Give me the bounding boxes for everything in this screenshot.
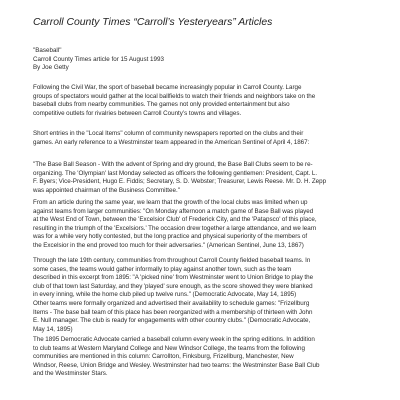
paragraph-line: F. Byers; Vice-President, Hugo E. Fiddis; Secretary, S. D. Webster; Treasurer, Lewis Reese. Mr. D. H. Zepp xyxy=(33,178,327,186)
paragraph-line: in every inning, while the home club piled up twelve runs." (Democratic Advocate, May 14, 1895) xyxy=(33,291,297,299)
paragraph-line: organizing. The 'Olympian' last Monday selected as officers the following gentlemen: President, Capt. L. xyxy=(33,169,318,177)
paragraph-line: The 1895 Democratic Advocate carried a baseball column every week in the spring editions. In addition xyxy=(33,336,315,343)
paragraph-line: From an article during the same year, we learn that the growth of the local clubs was limited when up xyxy=(33,199,308,206)
paragraph-line: to club teams at Western Maryland College and New Windsor College, the teams from the following xyxy=(33,344,306,352)
body-paragraph xyxy=(33,336,319,379)
article-header xyxy=(33,47,164,73)
article-title: "Baseball" xyxy=(33,47,62,54)
paragraph-line: described in this excerpt from 1895: "A 'picked nine' from Westminster went to Union Bridge to play the xyxy=(33,274,314,282)
paragraph-line: May 14, 1895) xyxy=(33,325,73,333)
paragraph-line: was appointed chairman of the Business Committee." xyxy=(33,186,180,194)
paragraph-line: the Excelsior in the end proved too much for their adversaries." (American Sentinel, June 13, 1867) xyxy=(33,241,304,249)
paragraph-line: club of that town last Saturday, and they 'played' sure enough, as the score showed they were blanked xyxy=(33,282,313,290)
paragraph-line: competitive outlets for rivalries between Carroll County’s towns and villages. xyxy=(33,109,242,117)
paragraph-line: Following the Civil War, the sport of baseball became increasingly popular in Carroll County. Large xyxy=(33,84,302,91)
paragraph-line: and the Westminster Stars. xyxy=(33,370,108,378)
body-paragraph xyxy=(33,161,326,195)
paragraph-line: "The Base Ball Season - With the advent of Spring and dry ground, the Base Ball Clubs seem to be re- xyxy=(33,161,313,168)
byline: By Joe Getty xyxy=(33,64,69,72)
paragraph-line: baseball clubs from nearby communities. The games not only provided entertainment but also xyxy=(33,101,290,109)
body-paragraph xyxy=(33,199,317,251)
paragraph-line: Short entries in the "Local Items" column of community newspapers reported on the clubs and their xyxy=(33,130,304,137)
source-line: Carroll County Times article for 15 August 1993 xyxy=(33,55,164,63)
body-paragraph xyxy=(33,130,309,147)
document-title: Carroll County Times “Carroll’s Yesteryears” Articles xyxy=(33,17,273,28)
paragraph-line: against teams from larger communities: "On Monday afternoon a match game of Base Ball was played xyxy=(33,207,314,215)
paragraph-line: Other teams were formally organized and advertised their availability to schedule games: "Frizellburg xyxy=(33,299,310,307)
paragraph-line: Windsor, Reese, Union Bridge and Wesley. Westminster had two teams: the Westminster Base Ball Club xyxy=(33,361,320,369)
paragraph-line: some cases, the teams would gather informally to play against another town, such as the team xyxy=(33,265,292,273)
paragraph-line: at the West End of Town, between the 'Excelsior Club' of Frederick City, and the 'Patapsco' of this place, xyxy=(33,216,317,224)
paragraph-line: Items - The base ball team of this place has been reorganized with a membership of thirteen with John xyxy=(33,308,313,316)
paragraph-line: communities are mentioned in this column: Carrollton, Finksburg, Frizellburg, Manchester, New xyxy=(33,353,294,361)
paragraph-line: games. An early reference to a Westminster team appeared in the American Sentinel of April 4, 1867: xyxy=(33,138,310,146)
paragraph-line: Through the late 19th century, communities from throughout Carroll County fielded baseball teams. In xyxy=(33,257,311,264)
paragraph-line: groups of spectators would gather at the local ballfields to watch their friends and neighbors take on the xyxy=(33,92,316,100)
body-paragraph xyxy=(33,257,313,334)
body-paragraph xyxy=(33,84,315,118)
paragraph-line: E. Null manager. The club is ready for engagements with other country clubs." (Democratic Advocate, xyxy=(33,317,311,325)
paragraph-line: resulting in the triumph of the 'Excelsiors.' The occasion drew together a large attendance, and we learn xyxy=(33,224,317,232)
paragraph-line: was for a while very hotly contested, but the long practice and physical superiority of the members of xyxy=(33,233,308,241)
